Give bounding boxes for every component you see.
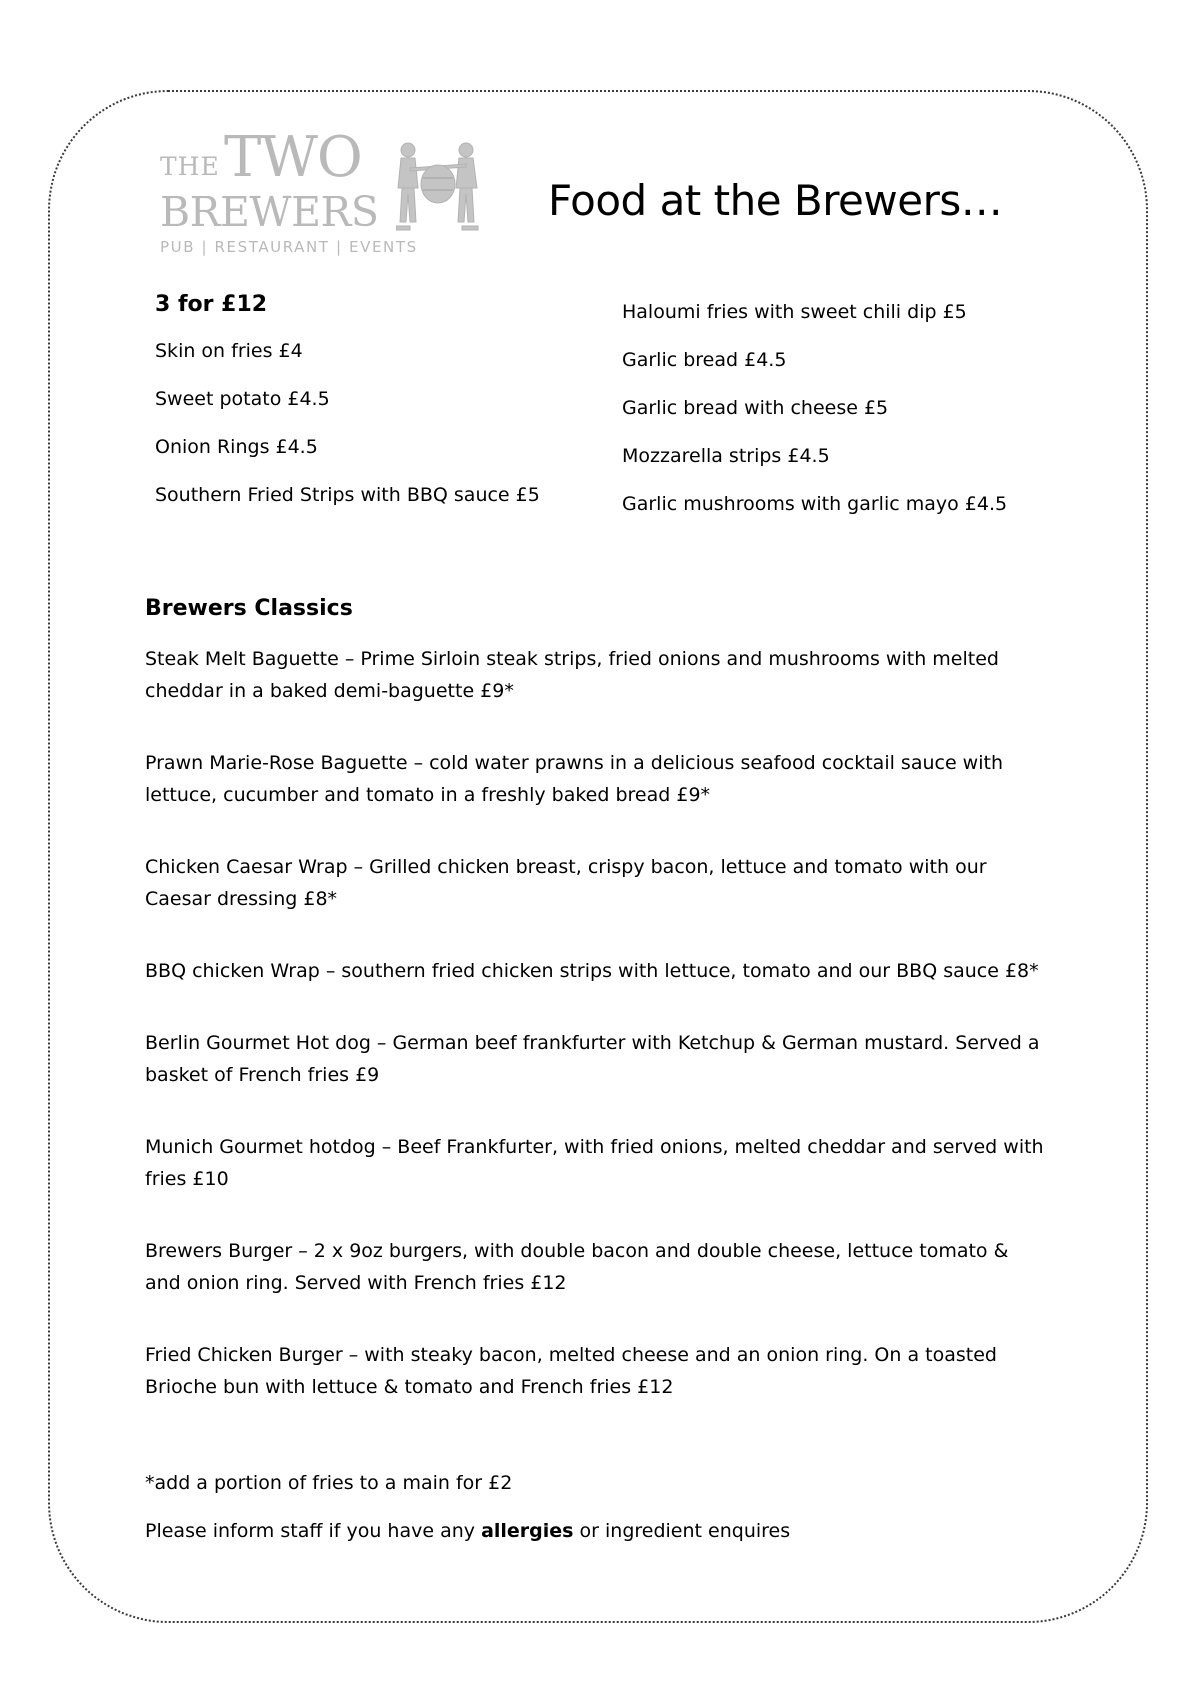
- logo-tagline: PUB | RESTAURANT | EVENTS: [160, 238, 418, 256]
- menu-item: Skin on fries £4: [155, 340, 303, 362]
- allergy-note: [145, 1520, 790, 1542]
- classic-item: Brewers Burger – 2 x 9oz burgers, with double bacon and double cheese, lettuce tomato & and onion ring. Served with French fries £12: [145, 1240, 1009, 1294]
- logo-brewers: BREWERS: [160, 188, 379, 236]
- menu-item: Haloumi fries with sweet chili dip £5: [622, 301, 967, 323]
- classic-item: Chicken Caesar Wrap – Grilled chicken breast, crispy bacon, lettuce and tomato with our Caesar dressing £8*: [145, 856, 987, 910]
- brewers-classics-section: [145, 596, 1045, 1443]
- sides-left-column: [155, 292, 540, 531]
- menu-item: Garlic bread £4.5: [622, 349, 787, 371]
- menu-item: Mozzarella strips £4.5: [622, 445, 830, 467]
- allergy-note-start: Please inform staff if you have any: [145, 1520, 482, 1542]
- classics-heading: Brewers Classics: [145, 596, 353, 621]
- allergy-note-end: or ingredient enquires: [573, 1520, 791, 1542]
- classic-item: BBQ chicken Wrap – southern fried chicken strips with lettuce, tomato and our BBQ sauce £8*: [145, 960, 1039, 982]
- page-title: Food at the Brewers…: [548, 176, 1003, 226]
- classic-item: Munich Gourmet hotdog – Beef Frankfurter, with fried onions, melted cheddar and served with fries £10: [145, 1136, 1044, 1190]
- menu-item: Onion Rings £4.5: [155, 436, 318, 458]
- menu-item: Southern Fried Strips with BBQ sauce £5: [155, 484, 540, 506]
- allergy-note-bold: allergies: [481, 1520, 574, 1542]
- classic-item: Prawn Marie-Rose Baguette – cold water prawns in a delicious seafood cocktail sauce with lettuce, cucumber and tomato in a freshly baked bread £9*: [145, 752, 1003, 806]
- menu-item: Garlic bread with cheese £5: [622, 397, 889, 419]
- brewers-carrying-barrel-icon: [396, 138, 480, 234]
- two-brewers-logo: [160, 125, 480, 262]
- classic-item: Steak Melt Baguette – Prime Sirloin steak strips, fried onions and mushrooms with melted cheddar in a baked demi-baguette £9*: [145, 648, 999, 702]
- menu-item: Garlic mushrooms with garlic mayo £4.5: [622, 493, 1008, 515]
- logo-the: THE: [160, 152, 220, 181]
- logo-two: TWO: [224, 125, 362, 190]
- sides-heading: 3 for £12: [155, 292, 268, 317]
- sides-right-column: [622, 300, 1007, 540]
- fries-note: *add a portion of fries to a main for £2: [145, 1472, 513, 1494]
- menu-item: Sweet potato £4.5: [155, 388, 330, 410]
- classic-item: Berlin Gourmet Hot dog – German beef frankfurter with Ketchup & German mustard. Served a basket of French fries £9: [145, 1032, 1040, 1086]
- classic-item: Fried Chicken Burger – with steaky bacon, melted cheese and an onion ring. On a toasted Brioche bun with lettuce & tomato and French fries £12: [145, 1344, 997, 1398]
